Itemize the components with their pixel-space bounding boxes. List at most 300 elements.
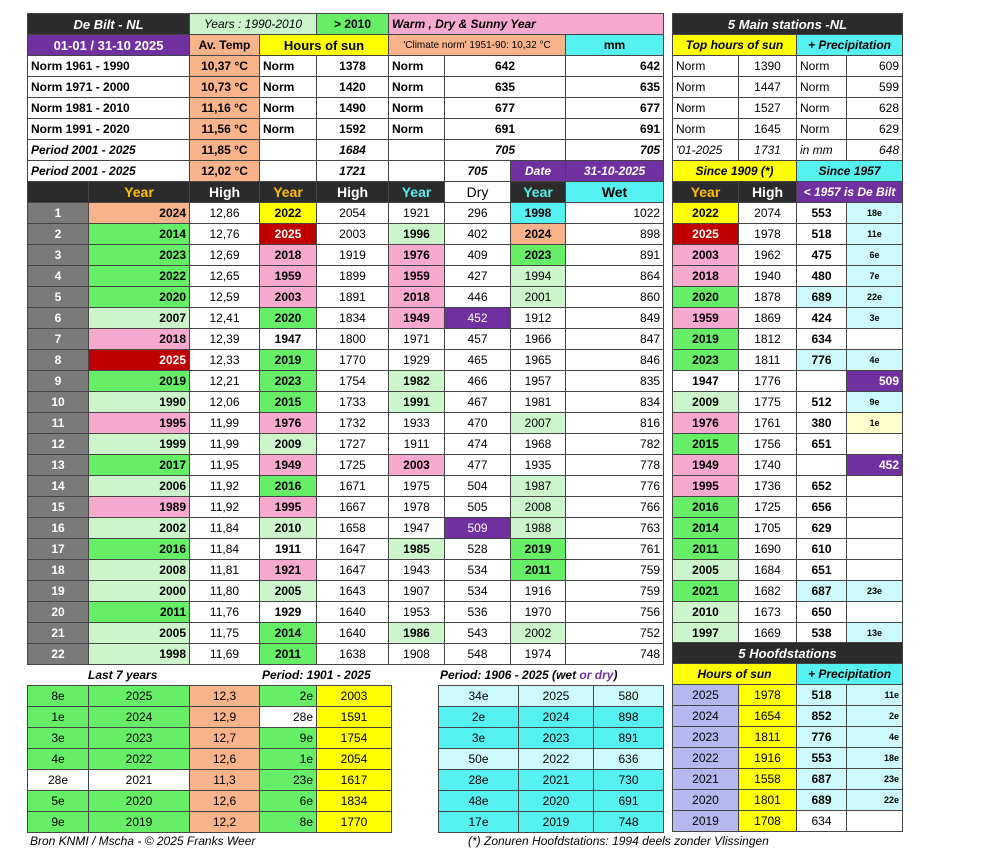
- wet-value-cell: 759: [566, 581, 664, 602]
- hoofd-row: [673, 790, 903, 811]
- wet-year-cell: 1981: [511, 392, 566, 413]
- hoofd-row: [673, 727, 903, 748]
- sun-year-cell: 1929: [260, 602, 317, 623]
- wet-value-cell: 846: [566, 350, 664, 371]
- precip-year-cell: 2025: [519, 686, 594, 707]
- station-row: [673, 497, 903, 518]
- station-rank-cell: 3e: [847, 308, 903, 329]
- dry-year-cell: 1953: [389, 602, 445, 623]
- wet-value-cell: 898: [566, 224, 664, 245]
- hoofd-hours-cell: 1978: [739, 685, 797, 706]
- dry-year-cell: 1921: [389, 203, 445, 224]
- hoofd-rank-cell: 4e: [847, 727, 903, 748]
- station-rank-cell: 13e: [847, 623, 903, 644]
- sun-value-cell: 1800: [317, 329, 389, 350]
- rank-row: [28, 602, 664, 623]
- temp-year-cell: 2023: [89, 245, 190, 266]
- sun-value-cell: 1732: [317, 413, 389, 434]
- last7-row: [28, 749, 392, 770]
- dry-year-cell: 1976: [389, 245, 445, 266]
- temp-value-cell: 12,59: [190, 287, 260, 308]
- hoofd-rank-cell: 18e: [847, 748, 903, 769]
- station-rank-cell: 509: [847, 371, 903, 392]
- wet-value-cell: 1022: [566, 203, 664, 224]
- station-hours-cell: 1669: [739, 623, 797, 644]
- station-year-cell: 2009: [673, 392, 739, 413]
- sun-year-cell: 1959: [260, 266, 317, 287]
- sun-value-cell: 1647: [317, 560, 389, 581]
- sun-year-cell: 1921: [260, 560, 317, 581]
- rank-row: [28, 497, 664, 518]
- date-value: 31-10-2025: [566, 161, 664, 182]
- wet-year-cell: 1994: [511, 266, 566, 287]
- rank-number: 18: [28, 560, 89, 581]
- station-year-cell: 2022: [673, 203, 739, 224]
- temp-year-cell: 2007: [89, 308, 190, 329]
- temp-cell: 11,3: [190, 770, 260, 791]
- dry-value-cell: 446: [445, 287, 511, 308]
- station-row: [673, 371, 903, 392]
- footer-source: Bron KNMI / Mscha - © 2025 Franks Weer: [30, 834, 256, 848]
- station-rank-cell: 22e: [847, 287, 903, 308]
- station-row: [673, 623, 903, 644]
- station-hours-cell: 1812: [739, 329, 797, 350]
- sun-year-cell: 2003: [260, 287, 317, 308]
- precip-row: [439, 770, 664, 791]
- precip-value-cell: 580: [594, 686, 664, 707]
- rank-row: [28, 518, 664, 539]
- rank-row: [28, 476, 664, 497]
- stations-title: 5 Main stations -NL: [673, 14, 903, 35]
- sun-year-cell: 1949: [260, 455, 317, 476]
- station-norm-row: Norm 1447 Norm 599: [673, 77, 903, 98]
- hoofd-hours-cell: 1916: [739, 748, 797, 769]
- station-year-cell: 1995: [673, 476, 739, 497]
- wet-value-cell: 776: [566, 476, 664, 497]
- wet-value-cell: 748: [566, 644, 664, 665]
- mm-header: mm: [566, 35, 664, 56]
- station-row: [673, 266, 903, 287]
- rank-number: 6: [28, 308, 89, 329]
- rank-row: [28, 287, 664, 308]
- norm-row: Norm 1991 - 2020 11,56 °C Norm 1592 Norm 691 691: [28, 119, 664, 140]
- station-hours-cell: 1740: [739, 455, 797, 476]
- sun-value-cell: 1834: [317, 308, 389, 329]
- top-sun-header: Top hours of sun: [673, 35, 797, 56]
- gt2010-legend: > 2010: [317, 14, 389, 35]
- temp-value-cell: 12,06: [190, 392, 260, 413]
- dry-value-cell: 465: [445, 350, 511, 371]
- station-row: [673, 224, 903, 245]
- precip-value-cell: 748: [594, 812, 664, 833]
- station-rank-cell: [847, 329, 903, 350]
- hoofd-row: [673, 706, 903, 727]
- sun-rank-cell: 2e: [260, 686, 317, 707]
- temp-year-cell: 2002: [89, 518, 190, 539]
- dry-year-cell: 1971: [389, 329, 445, 350]
- rank-number: 3: [28, 245, 89, 266]
- station-year-cell: 2010: [673, 602, 739, 623]
- wet-value-cell: 761: [566, 539, 664, 560]
- station-row: [673, 581, 903, 602]
- station-hours-cell: 1869: [739, 308, 797, 329]
- temp-value-cell: 12,69: [190, 245, 260, 266]
- station-rank-cell: 4e: [847, 350, 903, 371]
- sun-value-cell: 1725: [317, 455, 389, 476]
- precip-year-cell: 2024: [519, 707, 594, 728]
- precip-row: [439, 728, 664, 749]
- hoofd-year-cell: 2021: [673, 769, 739, 790]
- sun-value-cell: 1899: [317, 266, 389, 287]
- station-year-cell: 2025: [673, 224, 739, 245]
- precip-year-cell: 2020: [519, 791, 594, 812]
- wet-value-cell: 778: [566, 455, 664, 476]
- sun-cell: 1770: [317, 812, 392, 833]
- rank-number: 15: [28, 497, 89, 518]
- station-hours-cell: 1756: [739, 434, 797, 455]
- station-row: [673, 350, 903, 371]
- temp-value-cell: 12,21: [190, 371, 260, 392]
- last7-row: [28, 770, 392, 791]
- dry-year-cell: 1947: [389, 518, 445, 539]
- precip-value-cell: 898: [594, 707, 664, 728]
- dry-value-cell: 536: [445, 602, 511, 623]
- dry-value-cell: 534: [445, 560, 511, 581]
- station-hours-cell: 1978: [739, 224, 797, 245]
- temp-cell: 12,7: [190, 728, 260, 749]
- temp-rank-cell: 5e: [28, 791, 89, 812]
- temp-value-cell: 12,76: [190, 224, 260, 245]
- wet-value-cell: 766: [566, 497, 664, 518]
- station-precip-cell: 687: [797, 581, 847, 602]
- dry-value-cell: 543: [445, 623, 511, 644]
- station-year-cell: 1959: [673, 308, 739, 329]
- rank-row: [28, 203, 664, 224]
- station-precip-cell: 480: [797, 266, 847, 287]
- wet-year-cell: 2007: [511, 413, 566, 434]
- station-rank-cell: 18e: [847, 203, 903, 224]
- temp-rank-cell: 3e: [28, 728, 89, 749]
- dry-value-cell: 402: [445, 224, 511, 245]
- sun-year-cell: 2009: [260, 434, 317, 455]
- wet-value-cell: 860: [566, 287, 664, 308]
- dry-year-cell: 1975: [389, 476, 445, 497]
- sun-year-cell: 1911: [260, 539, 317, 560]
- station-hours-cell: 1940: [739, 266, 797, 287]
- hoofd-row: [673, 811, 903, 832]
- station-rank-cell: [847, 539, 903, 560]
- last7-table: [27, 685, 392, 833]
- sun-cell: 2003: [317, 686, 392, 707]
- wet-year-cell: 1988: [511, 518, 566, 539]
- rank-number: 1: [28, 203, 89, 224]
- precip-rank-cell: 2e: [439, 707, 519, 728]
- rank-number: 20: [28, 602, 89, 623]
- sun-year-cell: 2005: [260, 581, 317, 602]
- sun-value-cell: 1640: [317, 602, 389, 623]
- sun-value-cell: 1638: [317, 644, 389, 665]
- station-precip-cell: 656: [797, 497, 847, 518]
- dry-year-cell: 1908: [389, 644, 445, 665]
- station-year-cell: 2005: [673, 560, 739, 581]
- sun-year-cell: 2015: [260, 392, 317, 413]
- hoofd-year-cell: 2019: [673, 811, 739, 832]
- wet-value-cell: 759: [566, 560, 664, 581]
- sun-rank-cell: 23e: [260, 770, 317, 791]
- temp-cell: 12,9: [190, 707, 260, 728]
- sun-rank-cell: 28e: [260, 707, 317, 728]
- station-hours-cell: 1736: [739, 476, 797, 497]
- sun-value-cell: 1643: [317, 581, 389, 602]
- station-hours-cell: 1684: [739, 560, 797, 581]
- precip-row: [439, 707, 664, 728]
- hoofdstations-table: [672, 642, 903, 832]
- dry-year-cell: 1949: [389, 308, 445, 329]
- precip-rank-cell: 28e: [439, 770, 519, 791]
- year-cell: 2024: [89, 707, 190, 728]
- station-year-cell: 1949: [673, 455, 739, 476]
- dry-value-cell: 457: [445, 329, 511, 350]
- hoofd-row: [673, 685, 903, 706]
- station-norm-row: '01-2025 1731 in mm 648: [673, 140, 903, 161]
- dry-value-cell: 452: [445, 308, 511, 329]
- station-precip-cell: 475: [797, 245, 847, 266]
- temp-year-cell: 2006: [89, 476, 190, 497]
- period1-caption: Period: 1901 - 2025: [262, 668, 371, 682]
- station-hours-cell: 1725: [739, 497, 797, 518]
- sun-value-cell: 1640: [317, 623, 389, 644]
- dry-value-cell: 534: [445, 581, 511, 602]
- station-norm-row: Norm 1527 Norm 628: [673, 98, 903, 119]
- station-precip-cell: 651: [797, 560, 847, 581]
- wet-value-cell: 756: [566, 602, 664, 623]
- hoofd-year-cell: 2024: [673, 706, 739, 727]
- temp-year-cell: 1990: [89, 392, 190, 413]
- rank-number: 8: [28, 350, 89, 371]
- station-row: [673, 287, 903, 308]
- wet-value-cell: 864: [566, 266, 664, 287]
- period-row: Period 2001 - 2025 11,85 °C 1684 705 705: [28, 140, 664, 161]
- rank-number: 14: [28, 476, 89, 497]
- rank-row: [28, 308, 664, 329]
- dry-value-cell: 528: [445, 539, 511, 560]
- sun-rank-cell: 9e: [260, 728, 317, 749]
- sun-cell: 1617: [317, 770, 392, 791]
- precip-last7-table: [438, 685, 664, 833]
- sun-year-cell: 2018: [260, 245, 317, 266]
- dry-year-cell: 1978: [389, 497, 445, 518]
- rank-row: [28, 413, 664, 434]
- date-range: 01-01 / 31-10 2025: [28, 35, 190, 56]
- temp-value-cell: 11,84: [190, 539, 260, 560]
- hoofd-rank-cell: [847, 811, 903, 832]
- footer-note: (*) Zonuren Hoofdstations: 1994 deels zonder Vlissingen: [468, 834, 769, 848]
- year-cell: 2023: [89, 728, 190, 749]
- wet-value-cell: 849: [566, 308, 664, 329]
- temp-value-cell: 12,33: [190, 350, 260, 371]
- hoofd-rank-cell: 22e: [847, 790, 903, 811]
- station-year-cell: 2003: [673, 245, 739, 266]
- dry-year-cell: 1996: [389, 224, 445, 245]
- temp-value-cell: 12,39: [190, 329, 260, 350]
- station-row: [673, 518, 903, 539]
- dry-year-cell: 1911: [389, 434, 445, 455]
- temp-year-cell: 2000: [89, 581, 190, 602]
- stations-table: 5 Main stations -NL Top hours of sun + Precipitation Norm 1390 Norm 609 Norm 1447 Norm 599 Norm 1527 Norm 628 Norm 1645 Norm 629 '01-2025 1731 in mm 648 Since 1909 (*) Since 1957 Year High < 1957 is De Bilt 2022 2074 553 18e 2025 1978 518 11e 2003 1962 475 6e 2018 1940 480 7e 2020 1878 689 22e 1959 1869 424 3e 2019 1812 634 2023 1811 776 4e 1947 1776 509 2009 1775 512 9e 1976 1761 380 1e 2015 1756 651 1949 1740 452 1995 1736 652 2016 1725 656 2014 1705 629 2011 1690 610 2005 1684 651 2021 1682 687 23e 2010 1673 650 1997 1669 538 13e: [672, 13, 903, 644]
- wet-year-cell: 2023: [511, 245, 566, 266]
- temp-value-cell: 11,80: [190, 581, 260, 602]
- rank-row: [28, 644, 664, 665]
- rank-number: 10: [28, 392, 89, 413]
- station-rank-cell: 452: [847, 455, 903, 476]
- precip-value-cell: 730: [594, 770, 664, 791]
- station-row: [673, 455, 903, 476]
- station-row: [673, 476, 903, 497]
- sun-year-cell: 2010: [260, 518, 317, 539]
- dry-value-cell: 467: [445, 392, 511, 413]
- hours-sun-header: Hours of sun: [260, 35, 389, 56]
- temp-year-cell: 2005: [89, 623, 190, 644]
- station-hours-cell: 1761: [739, 413, 797, 434]
- climate-norm: 'Climate norm' 1951-90: 10,32 °C: [389, 35, 566, 56]
- sun-value-cell: 1727: [317, 434, 389, 455]
- rank-number: 7: [28, 329, 89, 350]
- station-precip-cell: 553: [797, 203, 847, 224]
- hoofd-title: 5 Hoofdstations: [673, 643, 903, 664]
- period2-caption: Period: 1906 - 2025 (wet or dry): [440, 668, 618, 682]
- wet-value-cell: 847: [566, 329, 664, 350]
- rank-row: [28, 266, 664, 287]
- temp-year-cell: 2022: [89, 266, 190, 287]
- precip-rank-cell: 50e: [439, 749, 519, 770]
- station-rank-cell: [847, 476, 903, 497]
- station-year-cell: 2014: [673, 518, 739, 539]
- hoofd-hours-header: Hours of sun: [673, 664, 797, 685]
- station-rank-cell: 7e: [847, 266, 903, 287]
- sun-value-cell: 1770: [317, 350, 389, 371]
- station-row: [673, 434, 903, 455]
- de-bilt-note: < 1957 is De Bilt: [797, 182, 903, 203]
- sun-year-cell: 2025: [260, 224, 317, 245]
- station-hours-cell: 1811: [739, 350, 797, 371]
- main-table: [27, 13, 664, 665]
- wet-year-cell: 2002: [511, 623, 566, 644]
- station-precip-cell: 652: [797, 476, 847, 497]
- wet-year-cell: 1968: [511, 434, 566, 455]
- rank-number: 13: [28, 455, 89, 476]
- hoofd-rank-cell: 2e: [847, 706, 903, 727]
- station-rank-cell: [847, 560, 903, 581]
- years-range-legend: Years : 1990-2010: [190, 14, 317, 35]
- precip-year-cell: 2019: [519, 812, 594, 833]
- station-precip-cell: 650: [797, 602, 847, 623]
- precip-year-cell: 2023: [519, 728, 594, 749]
- hoofd-hours-cell: 1558: [739, 769, 797, 790]
- wet-year-cell: 1912: [511, 308, 566, 329]
- dry-year-cell: 1907: [389, 581, 445, 602]
- wet-year-cell: 1957: [511, 371, 566, 392]
- last7-row: [28, 812, 392, 833]
- dry-value-cell: 477: [445, 455, 511, 476]
- precip-value-cell: 891: [594, 728, 664, 749]
- station-precip-cell: 776: [797, 350, 847, 371]
- sun-cell: 1834: [317, 791, 392, 812]
- last7-row: [28, 791, 392, 812]
- station-precip-cell: 610: [797, 539, 847, 560]
- temp-value-cell: 11,99: [190, 413, 260, 434]
- rank-number: 17: [28, 539, 89, 560]
- dry-value-cell: 409: [445, 245, 511, 266]
- temp-value-cell: 11,69: [190, 644, 260, 665]
- station-rank-cell: [847, 434, 903, 455]
- temp-cell: 12,3: [190, 686, 260, 707]
- temp-rank-cell: 1e: [28, 707, 89, 728]
- hoofd-precip-cell: 518: [797, 685, 847, 706]
- dry-value-cell: 504: [445, 476, 511, 497]
- hoofd-row: [673, 748, 903, 769]
- hoofd-hours-cell: 1811: [739, 727, 797, 748]
- hoofd-hours-cell: 1708: [739, 811, 797, 832]
- dry-value-cell: 470: [445, 413, 511, 434]
- rank-row: [28, 350, 664, 371]
- sun-value-cell: 1667: [317, 497, 389, 518]
- temp-year-cell: 1989: [89, 497, 190, 518]
- station-row: [673, 329, 903, 350]
- dry-year-cell: 1933: [389, 413, 445, 434]
- rank-number: 16: [28, 518, 89, 539]
- station-rank-cell: [847, 497, 903, 518]
- sun-year-cell: 1995: [260, 497, 317, 518]
- hoofd-precip-cell: 776: [797, 727, 847, 748]
- norm-row: Norm 1981 - 2010 11,16 °C Norm 1490 Norm 677 677: [28, 98, 664, 119]
- sun-year-cell: 1976: [260, 413, 317, 434]
- dry-year-cell: 1986: [389, 623, 445, 644]
- station-row: [673, 602, 903, 623]
- sun-rank-cell: 8e: [260, 812, 317, 833]
- dry-value-cell: 548: [445, 644, 511, 665]
- temp-cell: 12,6: [190, 749, 260, 770]
- station-year-cell: 1947: [673, 371, 739, 392]
- temp-year-cell: 2016: [89, 539, 190, 560]
- sun-value-cell: 2054: [317, 203, 389, 224]
- rank-number: 2: [28, 224, 89, 245]
- temp-value-cell: 11,95: [190, 455, 260, 476]
- temp-cell: 12,2: [190, 812, 260, 833]
- temp-year-cell: 1999: [89, 434, 190, 455]
- wet-year-cell: 1998: [511, 203, 566, 224]
- temp-value-cell: 11,75: [190, 623, 260, 644]
- sun-value-cell: 1647: [317, 539, 389, 560]
- wet-value-cell: 782: [566, 434, 664, 455]
- temp-value-cell: 11,81: [190, 560, 260, 581]
- hoofd-year-cell: 2020: [673, 790, 739, 811]
- wet-value-cell: 891: [566, 245, 664, 266]
- temp-year-cell: 2024: [89, 203, 190, 224]
- hoofd-year-cell: 2025: [673, 685, 739, 706]
- wet-value-cell: 763: [566, 518, 664, 539]
- rank-number: 4: [28, 266, 89, 287]
- station-rank-cell: [847, 602, 903, 623]
- temp-value-cell: 12,41: [190, 308, 260, 329]
- sun-year-cell: 2011: [260, 644, 317, 665]
- rank-row: [28, 560, 664, 581]
- temp-rank-cell: 4e: [28, 749, 89, 770]
- hoofd-hours-cell: 1801: [739, 790, 797, 811]
- station-hours-cell: 1775: [739, 392, 797, 413]
- period-row: Period 2001 - 2025 12,02 °C 1721 705 Date 31-10-2025: [28, 161, 664, 182]
- hoofd-precip-cell: 634: [797, 811, 847, 832]
- rank-row: [28, 329, 664, 350]
